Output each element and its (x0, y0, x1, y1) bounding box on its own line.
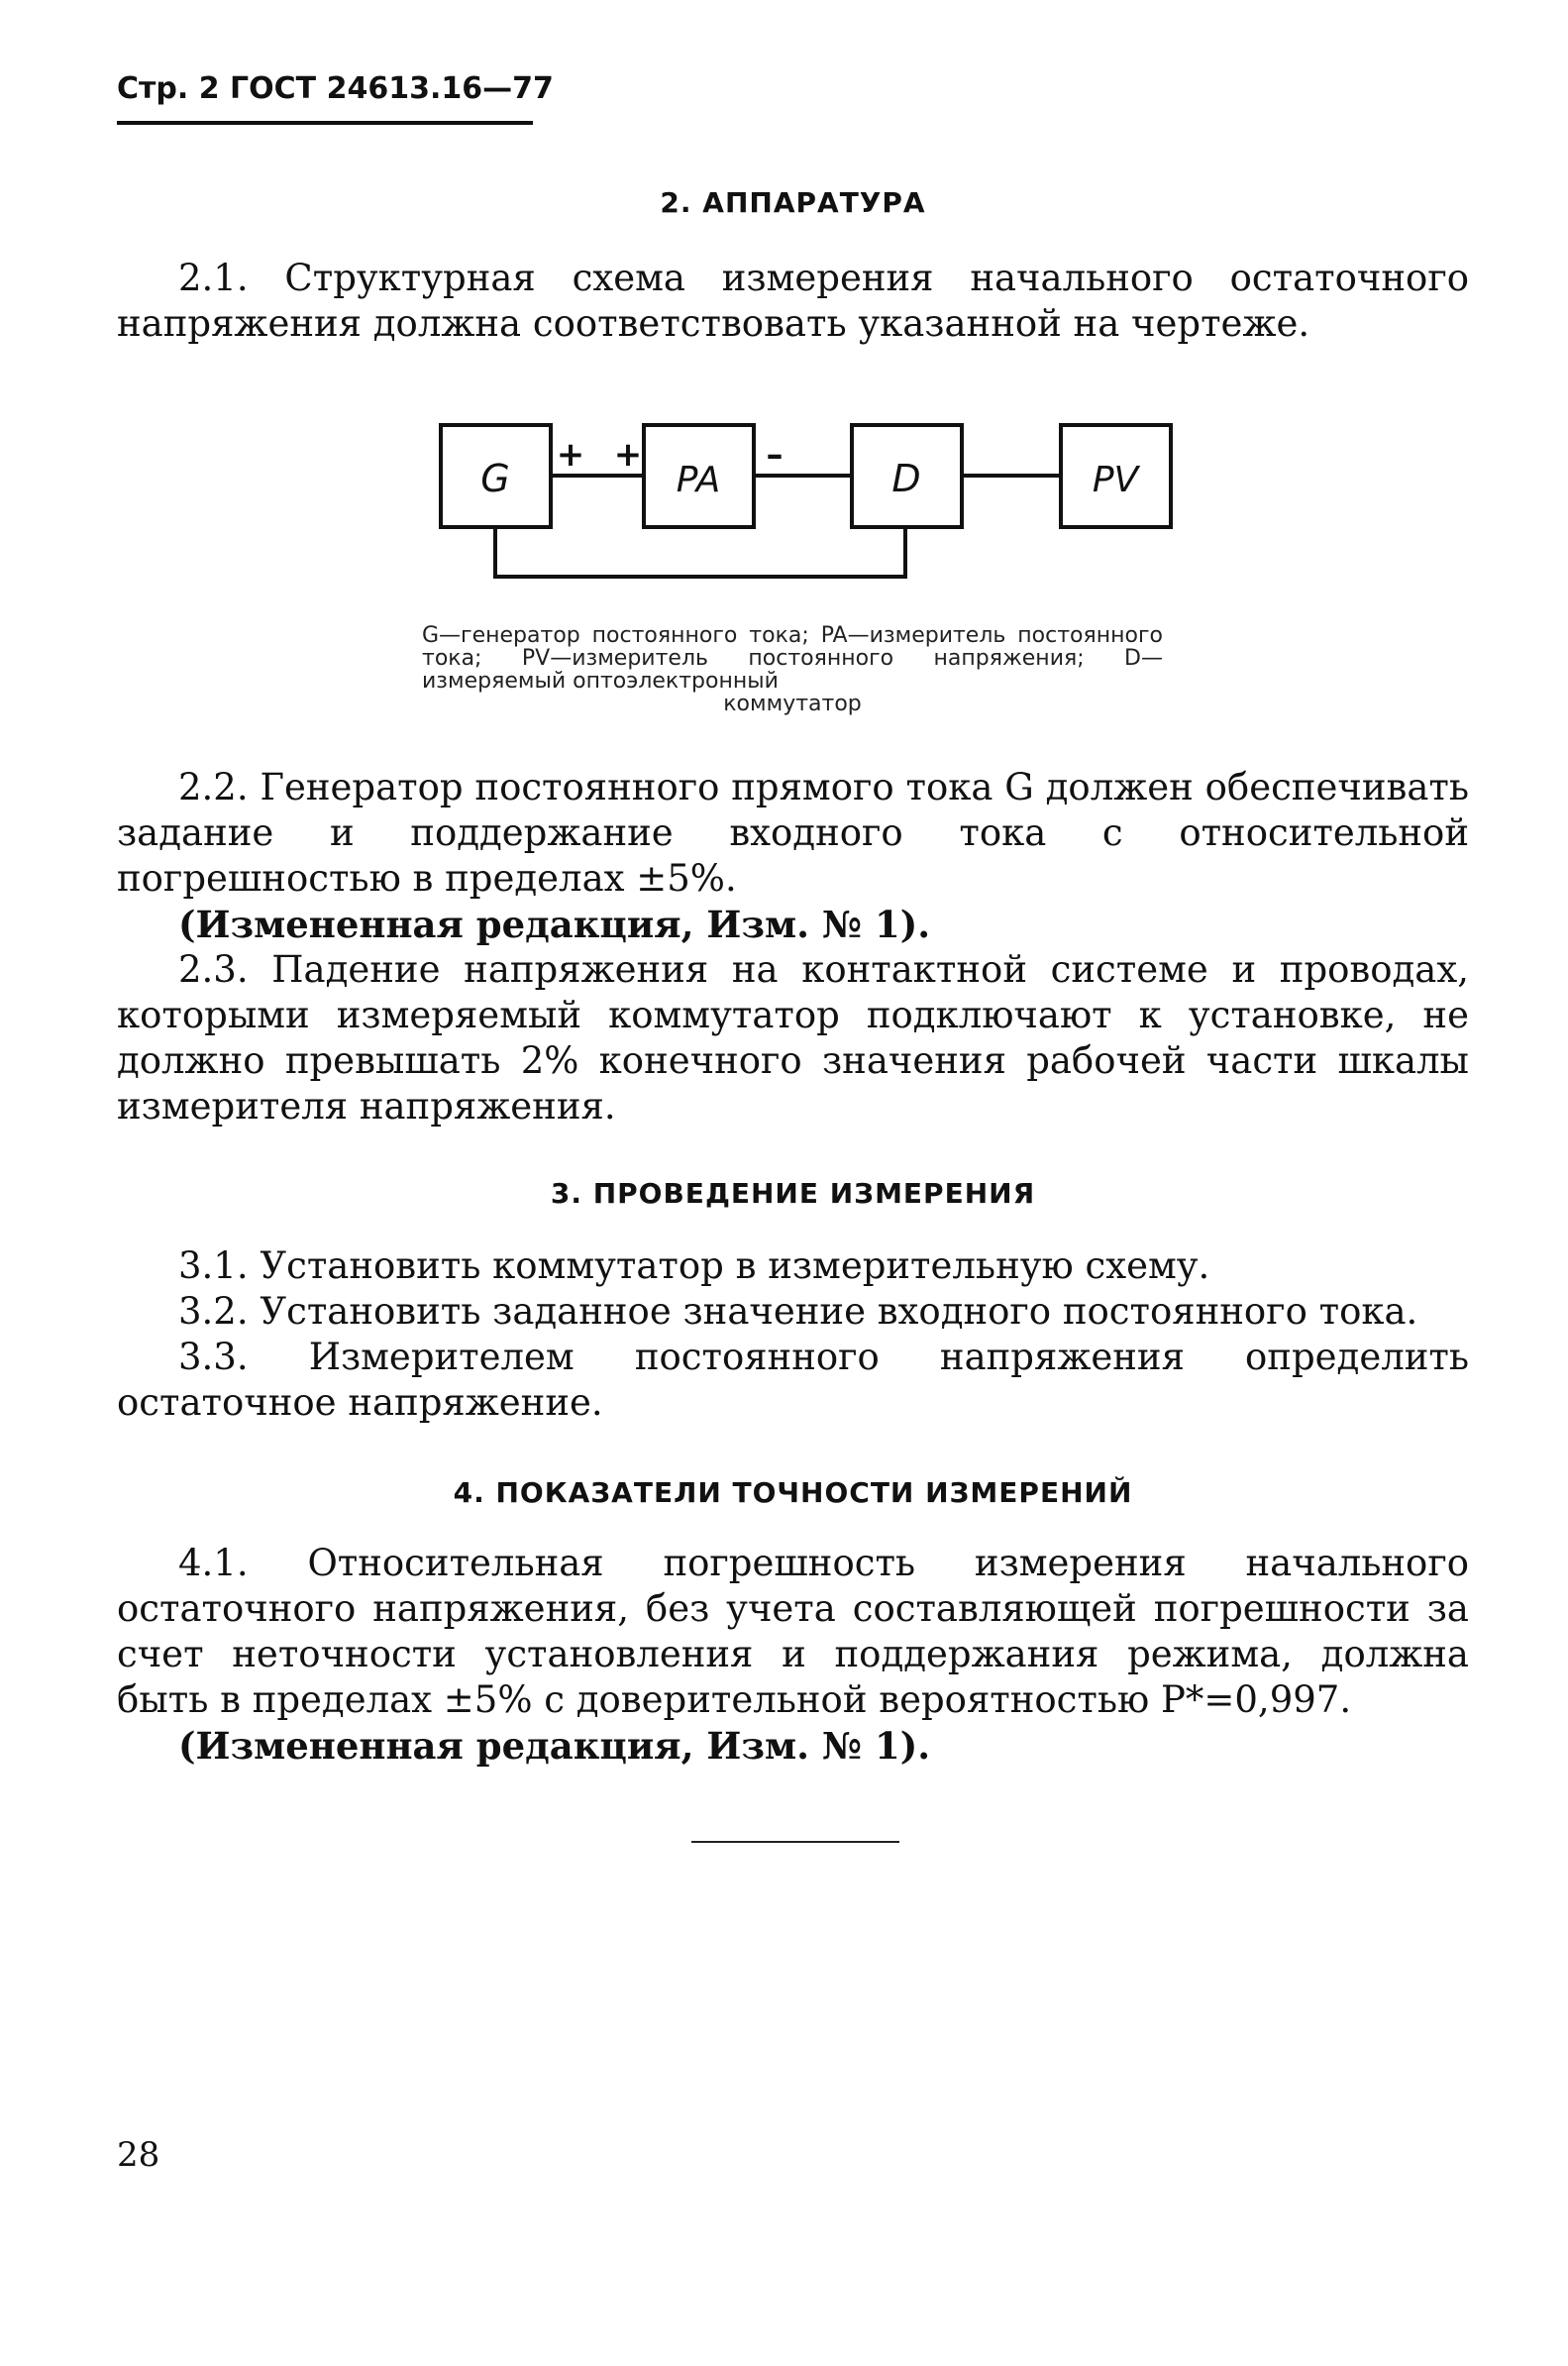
sign-minus-pa: – (766, 435, 784, 475)
end-divider (691, 1841, 899, 1843)
paragraph-2-2: 2.2. Генератор постоянного прямого тока G должен обеспечивать задание и поддержание входного тока с относительной погрешностью в пределах ±5%. (117, 766, 1469, 900)
label-g: G (480, 457, 510, 500)
section-2-title: 2. АППАРАТУРА (660, 186, 926, 219)
paragraph-3-2: 3.2. Установить заданное значение входного постоянного тока. (178, 1290, 1418, 1333)
sign-plus-pa: + (613, 435, 643, 475)
caption-last-line: коммутатор (723, 692, 862, 716)
caption-text: G—генератор постоянного тока; PA—измеритель постоянного тока; PV—измеритель постоянного напряжения; D—измеряемый оптоэлектронный (422, 623, 1163, 694)
paragraph-3-3: 3.3. Измерителем постоянного напряжения определить остаточное напряжение. (117, 1336, 1469, 1424)
paragraph-2-1: 2.1. Структурная схема измерения начального остаточного напряжения должна соответствовать указанной на чертеже. (117, 257, 1469, 345)
revision-note-1: (Измененная редакция, Изм. № 1). (178, 903, 931, 946)
page-number: 28 (117, 2135, 160, 2175)
paragraph-2-3: 2.3. Падение напряжения на контактной системе и проводах, которыми измеряемый коммутатор подключают к установке, не должно превышать 2% конечного значения рабочей части шкалы измерителя напряжения. (117, 948, 1469, 1128)
header-rule (117, 121, 533, 125)
paragraph-4-1: 4.1. Относительная погрешность измерения начального остаточного напряжения, без учета составляющей погрешности за счет неточности установления и поддержания режима, должна быть в пределах ±5% с доверительной вероятностью P*=0,997. (117, 1542, 1469, 1721)
section-4-title: 4. ПОКАЗАТЕЛИ ТОЧНОСТИ ИЗМЕРЕНИЙ (453, 1476, 1133, 1509)
page-header: Стр. 2 ГОСТ 24613.16—77 (117, 71, 554, 106)
block-diagram (426, 414, 1179, 597)
section-3-title: 3. ПРОВЕДЕНИЕ ИЗМЕРЕНИЯ (550, 1177, 1036, 1210)
diagram-caption (422, 624, 1163, 715)
label-pa: PA (676, 460, 721, 500)
sign-plus-g: + (556, 435, 585, 475)
paragraph-3-1: 3.1. Установить коммутатор в измерительную схему. (178, 1244, 1210, 1287)
return-wire (495, 527, 905, 577)
label-d: D (891, 457, 921, 500)
revision-note-2: (Измененная редакция, Изм. № 1). (178, 1724, 931, 1768)
label-pv: PV (1092, 460, 1139, 500)
